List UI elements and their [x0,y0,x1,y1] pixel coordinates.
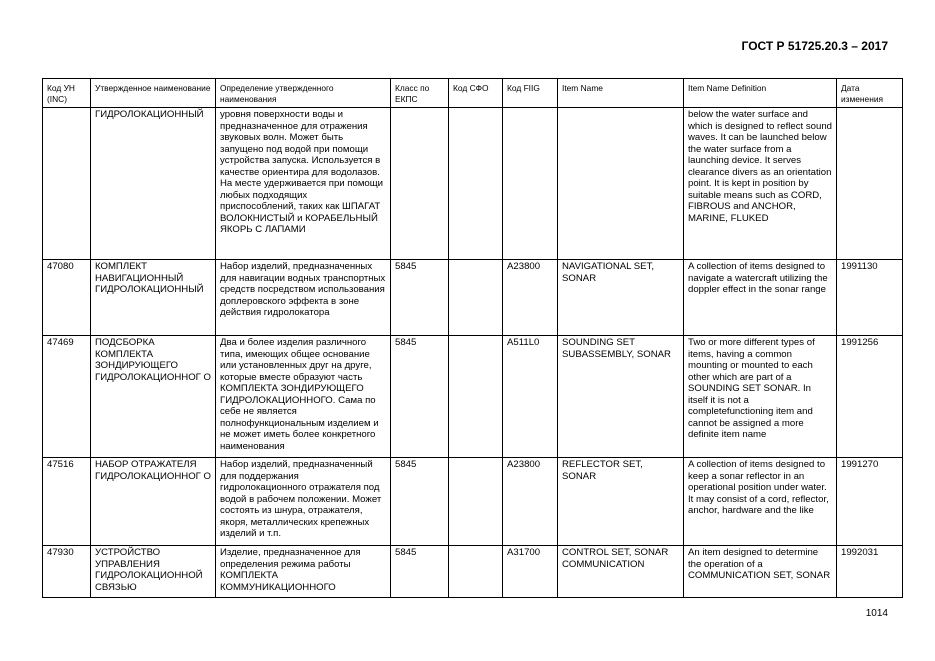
cell-change-date: 1991270 [837,458,903,546]
cell-change-date [837,108,903,260]
cell-item-name [558,108,684,260]
cell-approved-name: ПОДСБОРКА КОМПЛЕКТА ЗОНДИРУЮЩЕГО ГИДРОЛОКАЦИОННОГ О [91,336,216,458]
cell-fiig-code: A23800 [503,260,558,336]
cell-approved-name-definition: Набор изделий, предназначенный для поддержания гидролокационного отражателя под водой в рабочем положении. Может состоять из шнура, отражателя, якоря, металлических крепежных изделий и т.п. [216,458,391,546]
header-item-name: Item Name [558,79,684,108]
cell-sfo-code [449,336,503,458]
cell-inc: 47469 [43,336,91,458]
cell-item-name-definition: A collection of items designed to keep a sonar reflector in an operational position under water. It may consist of a cord, reflector, anchor, hardware and the like [684,458,837,546]
table-row [43,260,903,336]
cell-inc: 47080 [43,260,91,336]
cell-item-name: SOUNDING SET SUBASSEMBLY, SONAR [558,336,684,458]
table-header-row [43,79,903,108]
table-row [43,458,903,546]
cell-item-name: CONTROL SET, SONAR COMMUNICATION [558,546,684,598]
cell-approved-name: НАБОР ОТРАЖАТЕЛЯ ГИДРОЛОКАЦИОННОГ О [91,458,216,546]
cell-sfo-code [449,260,503,336]
cell-item-name-definition: Two or more different types of items, having a common mounting or mounted to each other which are part of a SOUNDING SET SONAR. In itself it is not a completefunctioning item and cannot be assigned a more definite item name [684,336,837,458]
cell-fiig-code: A511L0 [503,336,558,458]
cell-sfo-code [449,108,503,260]
cell-approved-name-definition: Изделие, предназначенное для определения режима работы КОМПЛЕКТА КОММУНИКАЦИОННОГО [216,546,391,598]
header-approved-name-definition: Определение утвержденного наименования [216,79,391,108]
cell-fiig-code: A23800 [503,458,558,546]
cell-ekps-class: 5845 [391,260,449,336]
cell-change-date: 1992031 [837,546,903,598]
header-ekps-class: Класс по ЕКПС [391,79,449,108]
header-inc: Код УН (INC) [43,79,91,108]
cell-change-date: 1991256 [837,336,903,458]
cell-approved-name: КОМПЛЕКТ НАВИГАЦИОННЫЙ ГИДРОЛОКАЦИОННЫЙ [91,260,216,336]
document-header: ГОСТ Р 51725.20.3 – 2017 [741,39,888,53]
table-row [43,336,903,458]
cell-item-name-definition: A collection of items designed to navigate a watercraft utilizing the doppler effect in the sonar range [684,260,837,336]
cell-item-name-definition: An item designed to determine the operation of a COMMUNICATION SET, SONAR [684,546,837,598]
cell-approved-name-definition: уровня поверхности воды и предназначенное для отражения звуковых волн. Может быть запущено под водой при помощи устройства запуска. Используется в качестве ориентира для водолазов. На месте удерживается при помощи любых подходящих приспособлений, таких как ШПАГАТ ВОЛОКНИСТЫЙ и КОРАБЕЛЬНЫЙ ЯКОРЬ С ЛАПАМИ [216,108,391,260]
cell-sfo-code [449,546,503,598]
cell-ekps-class [391,108,449,260]
cell-inc [43,108,91,260]
cell-fiig-code [503,108,558,260]
header-item-name-definition: Item Name Definition [684,79,837,108]
cell-ekps-class: 5845 [391,546,449,598]
cell-ekps-class: 5845 [391,336,449,458]
header-change-date: Дата изменения [837,79,903,108]
header-approved-name: Утвержденное наименование [91,79,216,108]
cell-item-name-definition: below the water surface and which is designed to reflect sound waves. It can be launched below the water surface from a launching device. It serves clearance divers as an orientation point. It is kept in position by suitable means such as CORD, FIBROUS and ANCHOR, MARINE, FLUKED [684,108,837,260]
page-number: 1014 [865,608,888,619]
item-names-table [42,78,903,598]
table-row [43,108,903,260]
cell-approved-name-definition: Набор изделий, предназначенных для навигации водных транспортных средств посредством использования доплеровского эффекта в зоне действия гидролокатора [216,260,391,336]
table-row [43,546,903,598]
cell-item-name: REFLECTOR SET, SONAR [558,458,684,546]
cell-approved-name: ГИДРОЛОКАЦИОННЫЙ [91,108,216,260]
cell-approved-name-definition: Два и более изделия различного типа, имеющих общее основание или установленных друг на друге, которые вместе образуют часть КОМПЛЕКТА ЗОНДИРУЮЩЕГО ГИДРОЛОКАЦИОННОГО. Сама по себе не является полнофункциональным изделием и не может иметь более конкретного наименования [216,336,391,458]
cell-change-date: 1991130 [837,260,903,336]
cell-ekps-class: 5845 [391,458,449,546]
cell-inc: 47516 [43,458,91,546]
cell-fiig-code: A31700 [503,546,558,598]
cell-inc: 47930 [43,546,91,598]
cell-item-name: NAVIGATIONAL SET, SONAR [558,260,684,336]
header-fiig-code: Код FIIG [503,79,558,108]
cell-approved-name: УСТРОЙСТВО УПРАВЛЕНИЯ ГИДРОЛОКАЦИОННОЙ СВЯЗЬЮ [91,546,216,598]
cell-sfo-code [449,458,503,546]
header-sfo-code: Код СФО [449,79,503,108]
